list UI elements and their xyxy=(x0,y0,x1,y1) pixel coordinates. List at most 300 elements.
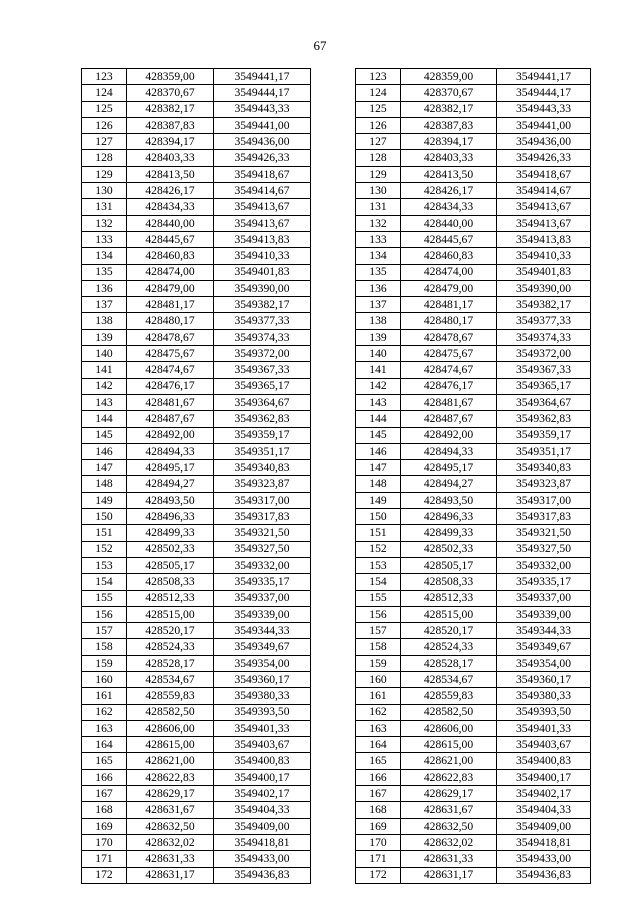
table-row xyxy=(82,150,591,166)
left-point-number-cell: 155 xyxy=(82,590,127,606)
left-y-coordinate-cell: 3549339,00 xyxy=(214,606,311,622)
table-row xyxy=(82,427,591,443)
left-y-coordinate-cell: 3549317,00 xyxy=(214,492,311,508)
table-row xyxy=(82,476,591,492)
right-y-coordinate-cell: 3549413,83 xyxy=(497,231,591,247)
right-y-coordinate-cell: 3549349,67 xyxy=(497,639,591,655)
right-y-coordinate-cell: 3549403,67 xyxy=(497,737,591,753)
column-gap xyxy=(311,590,356,606)
left-y-coordinate-cell: 3549418,67 xyxy=(214,166,311,182)
right-y-coordinate-cell: 3549390,00 xyxy=(497,280,591,296)
right-y-coordinate-cell: 3549354,00 xyxy=(497,655,591,671)
right-x-coordinate-cell: 428629,17 xyxy=(401,786,497,802)
right-x-coordinate-cell: 428499,33 xyxy=(401,525,497,541)
left-x-coordinate-cell: 428460,83 xyxy=(127,248,214,264)
column-gap xyxy=(311,541,356,557)
column-gap xyxy=(311,574,356,590)
left-x-coordinate-cell: 428515,00 xyxy=(127,606,214,622)
right-x-coordinate-cell: 428505,17 xyxy=(401,557,497,573)
left-point-number-cell: 124 xyxy=(82,85,127,101)
left-x-coordinate-cell: 428629,17 xyxy=(127,786,214,802)
left-point-number-cell: 125 xyxy=(82,101,127,117)
column-gap xyxy=(311,313,356,329)
right-point-number-cell: 142 xyxy=(356,378,401,394)
right-x-coordinate-cell: 428631,17 xyxy=(401,867,497,883)
column-gap xyxy=(311,818,356,834)
right-point-number-cell: 144 xyxy=(356,411,401,427)
left-x-coordinate-cell: 428493,50 xyxy=(127,492,214,508)
column-gap xyxy=(311,248,356,264)
right-x-coordinate-cell: 428632,50 xyxy=(401,818,497,834)
right-point-number-cell: 155 xyxy=(356,590,401,606)
right-y-coordinate-cell: 3549413,67 xyxy=(497,199,591,215)
table-row xyxy=(82,753,591,769)
right-x-coordinate-cell: 428496,33 xyxy=(401,509,497,525)
right-y-coordinate-cell: 3549367,33 xyxy=(497,362,591,378)
left-point-number-cell: 136 xyxy=(82,280,127,296)
table-row xyxy=(82,688,591,704)
left-x-coordinate-cell: 428632,50 xyxy=(127,818,214,834)
column-gap xyxy=(311,720,356,736)
right-y-coordinate-cell: 3549382,17 xyxy=(497,297,591,313)
left-x-coordinate-cell: 428621,00 xyxy=(127,753,214,769)
left-y-coordinate-cell: 3549403,67 xyxy=(214,737,311,753)
table-row xyxy=(82,590,591,606)
right-y-coordinate-cell: 3549400,83 xyxy=(497,753,591,769)
right-x-coordinate-cell: 428478,67 xyxy=(401,329,497,345)
coordinates-table-body xyxy=(82,69,591,884)
right-y-coordinate-cell: 3549393,50 xyxy=(497,704,591,720)
column-gap xyxy=(311,394,356,410)
right-y-coordinate-cell: 3549380,33 xyxy=(497,688,591,704)
right-y-coordinate-cell: 3549359,17 xyxy=(497,427,591,443)
left-x-coordinate-cell: 428426,17 xyxy=(127,183,214,199)
right-point-number-cell: 148 xyxy=(356,476,401,492)
left-point-number-cell: 123 xyxy=(82,69,127,85)
right-point-number-cell: 168 xyxy=(356,802,401,818)
right-point-number-cell: 160 xyxy=(356,671,401,687)
right-y-coordinate-cell: 3549351,17 xyxy=(497,443,591,459)
right-point-number-cell: 140 xyxy=(356,346,401,362)
left-point-number-cell: 149 xyxy=(82,492,127,508)
left-point-number-cell: 159 xyxy=(82,655,127,671)
column-gap xyxy=(311,199,356,215)
left-y-coordinate-cell: 3549441,17 xyxy=(214,69,311,85)
left-point-number-cell: 153 xyxy=(82,557,127,573)
right-x-coordinate-cell: 428582,50 xyxy=(401,704,497,720)
table-row xyxy=(82,85,591,101)
column-gap xyxy=(311,737,356,753)
left-point-number-cell: 172 xyxy=(82,867,127,883)
right-point-number-cell: 166 xyxy=(356,769,401,785)
right-point-number-cell: 145 xyxy=(356,427,401,443)
right-y-coordinate-cell: 3549374,33 xyxy=(497,329,591,345)
column-gap xyxy=(311,85,356,101)
left-point-number-cell: 170 xyxy=(82,834,127,850)
right-point-number-cell: 151 xyxy=(356,525,401,541)
left-point-number-cell: 164 xyxy=(82,737,127,753)
left-y-coordinate-cell: 3549443,33 xyxy=(214,101,311,117)
right-point-number-cell: 123 xyxy=(356,69,401,85)
right-x-coordinate-cell: 428359,00 xyxy=(401,69,497,85)
table-row xyxy=(82,509,591,525)
left-y-coordinate-cell: 3549362,83 xyxy=(214,411,311,427)
table-row xyxy=(82,134,591,150)
right-point-number-cell: 147 xyxy=(356,460,401,476)
right-point-number-cell: 171 xyxy=(356,851,401,867)
right-y-coordinate-cell: 3549400,17 xyxy=(497,769,591,785)
left-y-coordinate-cell: 3549335,17 xyxy=(214,574,311,590)
right-y-coordinate-cell: 3549409,00 xyxy=(497,818,591,834)
left-point-number-cell: 135 xyxy=(82,264,127,280)
column-gap xyxy=(311,215,356,231)
right-y-coordinate-cell: 3549365,17 xyxy=(497,378,591,394)
column-gap xyxy=(311,476,356,492)
right-point-number-cell: 152 xyxy=(356,541,401,557)
coordinates-table xyxy=(81,68,591,884)
left-x-coordinate-cell: 428413,50 xyxy=(127,166,214,182)
left-y-coordinate-cell: 3549444,17 xyxy=(214,85,311,101)
column-gap xyxy=(311,69,356,85)
column-gap xyxy=(311,769,356,785)
left-x-coordinate-cell: 428528,17 xyxy=(127,655,214,671)
left-point-number-cell: 165 xyxy=(82,753,127,769)
table-row xyxy=(82,802,591,818)
right-x-coordinate-cell: 428508,33 xyxy=(401,574,497,590)
table-row xyxy=(82,851,591,867)
right-point-number-cell: 141 xyxy=(356,362,401,378)
column-gap xyxy=(311,427,356,443)
left-y-coordinate-cell: 3549441,00 xyxy=(214,117,311,133)
right-point-number-cell: 146 xyxy=(356,443,401,459)
left-x-coordinate-cell: 428495,17 xyxy=(127,460,214,476)
left-point-number-cell: 156 xyxy=(82,606,127,622)
left-point-number-cell: 143 xyxy=(82,394,127,410)
left-y-coordinate-cell: 3549340,83 xyxy=(214,460,311,476)
right-point-number-cell: 129 xyxy=(356,166,401,182)
left-y-coordinate-cell: 3549364,67 xyxy=(214,394,311,410)
left-point-number-cell: 146 xyxy=(82,443,127,459)
left-x-coordinate-cell: 428631,33 xyxy=(127,851,214,867)
table-row xyxy=(82,671,591,687)
right-point-number-cell: 128 xyxy=(356,150,401,166)
column-gap xyxy=(311,297,356,313)
right-y-coordinate-cell: 3549444,17 xyxy=(497,85,591,101)
right-point-number-cell: 167 xyxy=(356,786,401,802)
left-point-number-cell: 166 xyxy=(82,769,127,785)
right-y-coordinate-cell: 3549321,50 xyxy=(497,525,591,541)
table-row xyxy=(82,117,591,133)
left-y-coordinate-cell: 3549349,67 xyxy=(214,639,311,655)
table-row xyxy=(82,704,591,720)
right-point-number-cell: 157 xyxy=(356,623,401,639)
column-gap xyxy=(311,557,356,573)
right-y-coordinate-cell: 3549410,33 xyxy=(497,248,591,264)
left-x-coordinate-cell: 428403,33 xyxy=(127,150,214,166)
left-x-coordinate-cell: 428475,67 xyxy=(127,346,214,362)
left-x-coordinate-cell: 428434,33 xyxy=(127,199,214,215)
left-point-number-cell: 145 xyxy=(82,427,127,443)
left-x-coordinate-cell: 428512,33 xyxy=(127,590,214,606)
left-x-coordinate-cell: 428622,83 xyxy=(127,769,214,785)
right-y-coordinate-cell: 3549418,81 xyxy=(497,834,591,850)
column-gap xyxy=(311,492,356,508)
right-point-number-cell: 124 xyxy=(356,85,401,101)
left-x-coordinate-cell: 428359,00 xyxy=(127,69,214,85)
right-x-coordinate-cell: 428520,17 xyxy=(401,623,497,639)
column-gap xyxy=(311,851,356,867)
table-row xyxy=(82,737,591,753)
column-gap xyxy=(311,509,356,525)
right-point-number-cell: 172 xyxy=(356,867,401,883)
right-point-number-cell: 137 xyxy=(356,297,401,313)
column-gap xyxy=(311,101,356,117)
right-x-coordinate-cell: 428370,67 xyxy=(401,85,497,101)
left-y-coordinate-cell: 3549332,00 xyxy=(214,557,311,573)
left-x-coordinate-cell: 428394,17 xyxy=(127,134,214,150)
left-y-coordinate-cell: 3549367,33 xyxy=(214,362,311,378)
left-y-coordinate-cell: 3549393,50 xyxy=(214,704,311,720)
right-x-coordinate-cell: 428475,67 xyxy=(401,346,497,362)
right-y-coordinate-cell: 3549364,67 xyxy=(497,394,591,410)
right-point-number-cell: 153 xyxy=(356,557,401,573)
column-gap xyxy=(311,264,356,280)
left-x-coordinate-cell: 428631,17 xyxy=(127,867,214,883)
left-point-number-cell: 169 xyxy=(82,818,127,834)
left-y-coordinate-cell: 3549344,33 xyxy=(214,623,311,639)
left-x-coordinate-cell: 428478,67 xyxy=(127,329,214,345)
right-point-number-cell: 143 xyxy=(356,394,401,410)
left-x-coordinate-cell: 428615,00 xyxy=(127,737,214,753)
left-x-coordinate-cell: 428481,67 xyxy=(127,394,214,410)
right-point-number-cell: 170 xyxy=(356,834,401,850)
left-x-coordinate-cell: 428382,17 xyxy=(127,101,214,117)
column-gap xyxy=(311,867,356,883)
table-row xyxy=(82,574,591,590)
right-y-coordinate-cell: 3549317,00 xyxy=(497,492,591,508)
right-y-coordinate-cell: 3549436,83 xyxy=(497,867,591,883)
right-point-number-cell: 150 xyxy=(356,509,401,525)
table-row xyxy=(82,525,591,541)
left-point-number-cell: 144 xyxy=(82,411,127,427)
column-gap xyxy=(311,346,356,362)
right-x-coordinate-cell: 428534,67 xyxy=(401,671,497,687)
right-point-number-cell: 149 xyxy=(356,492,401,508)
table-row xyxy=(82,329,591,345)
column-gap xyxy=(311,166,356,182)
right-y-coordinate-cell: 3549344,33 xyxy=(497,623,591,639)
left-point-number-cell: 158 xyxy=(82,639,127,655)
right-x-coordinate-cell: 428559,83 xyxy=(401,688,497,704)
left-x-coordinate-cell: 428445,67 xyxy=(127,231,214,247)
right-point-number-cell: 126 xyxy=(356,117,401,133)
right-x-coordinate-cell: 428502,33 xyxy=(401,541,497,557)
left-y-coordinate-cell: 3549372,00 xyxy=(214,346,311,362)
right-x-coordinate-cell: 428631,67 xyxy=(401,802,497,818)
left-y-coordinate-cell: 3549354,00 xyxy=(214,655,311,671)
column-gap xyxy=(311,688,356,704)
right-x-coordinate-cell: 428481,17 xyxy=(401,297,497,313)
table-row xyxy=(82,834,591,850)
right-x-coordinate-cell: 428394,17 xyxy=(401,134,497,150)
column-gap xyxy=(311,671,356,687)
right-x-coordinate-cell: 428403,33 xyxy=(401,150,497,166)
right-x-coordinate-cell: 428382,17 xyxy=(401,101,497,117)
table-row xyxy=(82,183,591,199)
right-y-coordinate-cell: 3549401,83 xyxy=(497,264,591,280)
left-x-coordinate-cell: 428440,00 xyxy=(127,215,214,231)
left-y-coordinate-cell: 3549402,17 xyxy=(214,786,311,802)
table-row xyxy=(82,818,591,834)
right-y-coordinate-cell: 3549441,00 xyxy=(497,117,591,133)
left-y-coordinate-cell: 3549413,67 xyxy=(214,215,311,231)
table-row xyxy=(82,199,591,215)
left-x-coordinate-cell: 428631,67 xyxy=(127,802,214,818)
right-point-number-cell: 162 xyxy=(356,704,401,720)
column-gap xyxy=(311,606,356,622)
right-point-number-cell: 165 xyxy=(356,753,401,769)
table-row xyxy=(82,769,591,785)
table-row xyxy=(82,362,591,378)
right-point-number-cell: 132 xyxy=(356,215,401,231)
page-number: 67 xyxy=(313,38,327,53)
right-y-coordinate-cell: 3549414,67 xyxy=(497,183,591,199)
right-point-number-cell: 169 xyxy=(356,818,401,834)
right-x-coordinate-cell: 428494,33 xyxy=(401,443,497,459)
left-x-coordinate-cell: 428387,83 xyxy=(127,117,214,133)
column-gap xyxy=(311,786,356,802)
left-y-coordinate-cell: 3549390,00 xyxy=(214,280,311,296)
left-point-number-cell: 154 xyxy=(82,574,127,590)
left-x-coordinate-cell: 428492,00 xyxy=(127,427,214,443)
right-y-coordinate-cell: 3549402,17 xyxy=(497,786,591,802)
left-y-coordinate-cell: 3549413,67 xyxy=(214,199,311,215)
right-x-coordinate-cell: 428606,00 xyxy=(401,720,497,736)
left-y-coordinate-cell: 3549337,00 xyxy=(214,590,311,606)
right-point-number-cell: 136 xyxy=(356,280,401,296)
right-point-number-cell: 158 xyxy=(356,639,401,655)
right-x-coordinate-cell: 428479,00 xyxy=(401,280,497,296)
right-point-number-cell: 130 xyxy=(356,183,401,199)
left-y-coordinate-cell: 3549414,67 xyxy=(214,183,311,199)
table-row xyxy=(82,166,591,182)
right-point-number-cell: 161 xyxy=(356,688,401,704)
left-point-number-cell: 161 xyxy=(82,688,127,704)
column-gap xyxy=(311,183,356,199)
right-x-coordinate-cell: 428480,17 xyxy=(401,313,497,329)
right-point-number-cell: 133 xyxy=(356,231,401,247)
right-y-coordinate-cell: 3549340,83 xyxy=(497,460,591,476)
table-row xyxy=(82,720,591,736)
column-gap xyxy=(311,834,356,850)
right-point-number-cell: 134 xyxy=(356,248,401,264)
left-point-number-cell: 132 xyxy=(82,215,127,231)
left-x-coordinate-cell: 428606,00 xyxy=(127,720,214,736)
right-y-coordinate-cell: 3549418,67 xyxy=(497,166,591,182)
left-y-coordinate-cell: 3549401,83 xyxy=(214,264,311,280)
right-point-number-cell: 127 xyxy=(356,134,401,150)
left-x-coordinate-cell: 428502,33 xyxy=(127,541,214,557)
table-row xyxy=(82,443,591,459)
table-row xyxy=(82,460,591,476)
left-y-coordinate-cell: 3549413,83 xyxy=(214,231,311,247)
right-y-coordinate-cell: 3549372,00 xyxy=(497,346,591,362)
table-row xyxy=(82,867,591,883)
table-row xyxy=(82,346,591,362)
table-row xyxy=(82,492,591,508)
right-x-coordinate-cell: 428434,33 xyxy=(401,199,497,215)
table-row xyxy=(82,411,591,427)
left-point-number-cell: 160 xyxy=(82,671,127,687)
column-gap xyxy=(311,378,356,394)
right-y-coordinate-cell: 3549323,87 xyxy=(497,476,591,492)
left-x-coordinate-cell: 428479,00 xyxy=(127,280,214,296)
column-gap xyxy=(311,639,356,655)
left-x-coordinate-cell: 428505,17 xyxy=(127,557,214,573)
table-row xyxy=(82,541,591,557)
column-gap xyxy=(311,411,356,427)
right-x-coordinate-cell: 428493,50 xyxy=(401,492,497,508)
table-row xyxy=(82,639,591,655)
left-x-coordinate-cell: 428534,67 xyxy=(127,671,214,687)
right-y-coordinate-cell: 3549337,00 xyxy=(497,590,591,606)
left-x-coordinate-cell: 428520,17 xyxy=(127,623,214,639)
left-x-coordinate-cell: 428481,17 xyxy=(127,297,214,313)
table-row xyxy=(82,313,591,329)
right-y-coordinate-cell: 3549436,00 xyxy=(497,134,591,150)
left-point-number-cell: 142 xyxy=(82,378,127,394)
left-y-coordinate-cell: 3549317,83 xyxy=(214,509,311,525)
left-point-number-cell: 139 xyxy=(82,329,127,345)
right-x-coordinate-cell: 428524,33 xyxy=(401,639,497,655)
left-point-number-cell: 129 xyxy=(82,166,127,182)
left-y-coordinate-cell: 3549359,17 xyxy=(214,427,311,443)
left-y-coordinate-cell: 3549410,33 xyxy=(214,248,311,264)
column-gap xyxy=(311,329,356,345)
left-point-number-cell: 157 xyxy=(82,623,127,639)
left-point-number-cell: 127 xyxy=(82,134,127,150)
right-y-coordinate-cell: 3549404,33 xyxy=(497,802,591,818)
column-gap xyxy=(311,704,356,720)
left-y-coordinate-cell: 3549321,50 xyxy=(214,525,311,541)
left-point-number-cell: 130 xyxy=(82,183,127,199)
right-x-coordinate-cell: 428460,83 xyxy=(401,248,497,264)
left-x-coordinate-cell: 428494,33 xyxy=(127,443,214,459)
right-point-number-cell: 156 xyxy=(356,606,401,622)
right-y-coordinate-cell: 3549335,17 xyxy=(497,574,591,590)
left-x-coordinate-cell: 428499,33 xyxy=(127,525,214,541)
column-gap xyxy=(311,802,356,818)
table-row xyxy=(82,264,591,280)
left-y-coordinate-cell: 3549426,33 xyxy=(214,150,311,166)
column-gap xyxy=(311,623,356,639)
column-gap xyxy=(311,753,356,769)
table-row xyxy=(82,280,591,296)
right-x-coordinate-cell: 428474,67 xyxy=(401,362,497,378)
right-x-coordinate-cell: 428387,83 xyxy=(401,117,497,133)
right-x-coordinate-cell: 428426,17 xyxy=(401,183,497,199)
left-y-coordinate-cell: 3549351,17 xyxy=(214,443,311,459)
left-y-coordinate-cell: 3549404,33 xyxy=(214,802,311,818)
right-x-coordinate-cell: 428621,00 xyxy=(401,753,497,769)
left-x-coordinate-cell: 428632,02 xyxy=(127,834,214,850)
left-point-number-cell: 152 xyxy=(82,541,127,557)
right-x-coordinate-cell: 428615,00 xyxy=(401,737,497,753)
left-point-number-cell: 140 xyxy=(82,346,127,362)
left-point-number-cell: 137 xyxy=(82,297,127,313)
column-gap xyxy=(311,525,356,541)
column-gap xyxy=(311,117,356,133)
